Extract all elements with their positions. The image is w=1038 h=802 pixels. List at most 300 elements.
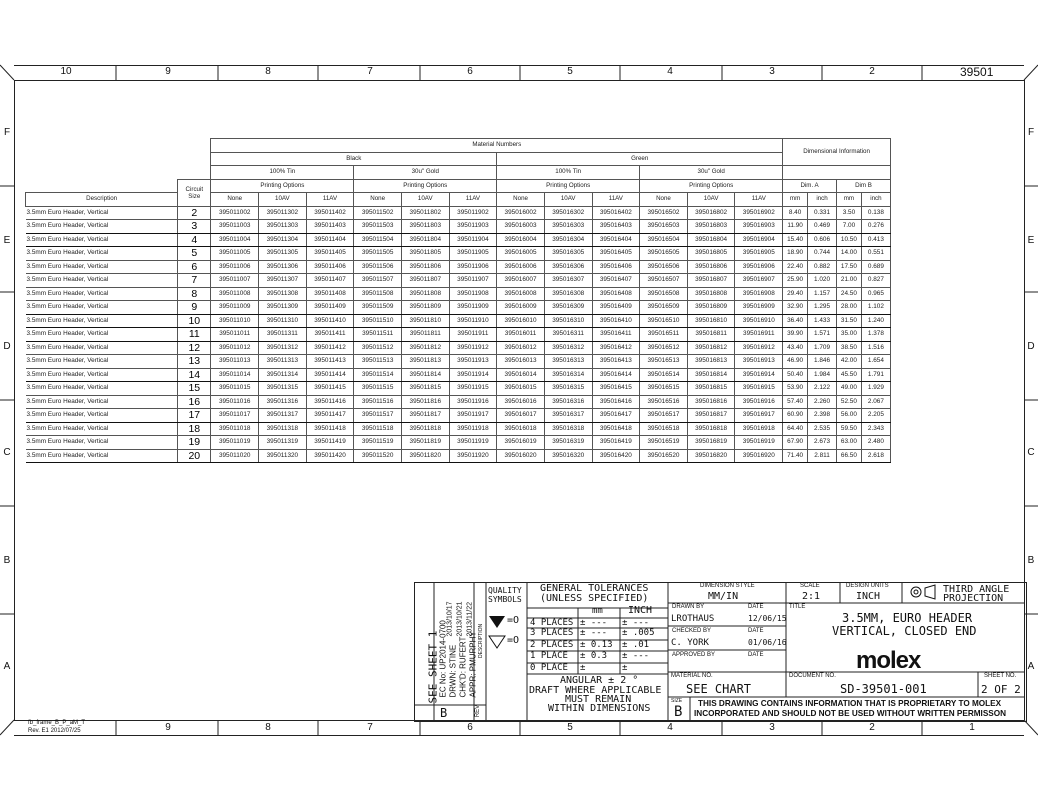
- material-number-cell: 395016310: [544, 314, 592, 328]
- row-description: 3.5mm Euro Header, Vertical: [26, 436, 178, 450]
- material-number-cell: 395016314: [544, 368, 592, 382]
- material-number-cell: 395016813: [687, 355, 735, 369]
- material-number-cell: 395011002: [211, 206, 259, 220]
- dim-b-mm-cell: 24.50: [837, 287, 862, 301]
- header-printing-options-3: Printing Options: [497, 179, 640, 193]
- subheader-none-3: None: [354, 193, 402, 207]
- zone-row-D-left: D: [3, 341, 11, 352]
- material-number-cell: 395011411: [306, 328, 354, 342]
- material-number-cell: 395016904: [735, 233, 783, 247]
- molex-logo: molex: [856, 647, 921, 674]
- document-label: DOCUMENT NO.: [789, 673, 836, 679]
- zone-row-A-left: A: [3, 661, 11, 672]
- zone-col-7-bottom: 7: [367, 722, 373, 733]
- size-value: B: [674, 704, 683, 720]
- zone-row-E-right: E: [1027, 235, 1035, 246]
- row-description: 3.5mm Euro Header, Vertical: [26, 233, 178, 247]
- material-number-cell: 395011503: [354, 220, 402, 234]
- dim-a-mm-cell: 43.40: [783, 341, 808, 355]
- dim-b-inch-cell: 1.654: [861, 355, 890, 369]
- row-circuit-size: 5: [178, 247, 211, 261]
- material-number-cell: 395016009: [497, 301, 545, 315]
- header-black: Black: [211, 152, 497, 166]
- material-number-cell: 395011920: [449, 449, 497, 463]
- header-description: Description: [26, 193, 178, 207]
- header-printing-options-2: Printing Options: [354, 179, 497, 193]
- material-number-cell: 395011906: [449, 260, 497, 274]
- dim-b-inch-cell: 1.240: [861, 314, 890, 328]
- material-number-cell: 395016002: [497, 206, 545, 220]
- material-number-cell: 395016917: [735, 409, 783, 423]
- material-number-cell: 395011508: [354, 287, 402, 301]
- dim-b-mm-cell: 31.50: [837, 314, 862, 328]
- quality-eq-2: =O: [507, 635, 520, 646]
- drawn-date-label: DATE: [748, 604, 764, 610]
- header-black-gold: 30u" Gold: [354, 166, 497, 180]
- material-number-cell: 395011407: [306, 274, 354, 288]
- material-number-cell: 395016911: [735, 328, 783, 342]
- material-number-cell: 395016412: [592, 341, 640, 355]
- rev-see-sheet: SEE SHEET 1: [426, 630, 440, 704]
- header-green: Green: [497, 152, 783, 166]
- material-number-cell: 395011911: [449, 328, 497, 342]
- design-units-value: INCH: [856, 591, 881, 602]
- material-number-cell: 395011408: [306, 287, 354, 301]
- row-description: 3.5mm Euro Header, Vertical: [26, 328, 178, 342]
- material-number-cell: 395011808: [401, 287, 449, 301]
- quality-triangle-outline: [489, 636, 505, 648]
- material-number-cell: 395016519: [640, 436, 688, 450]
- tolerance-mm-value: ± 0.13: [580, 640, 613, 650]
- dim-a-inch-cell: 1.709: [808, 341, 837, 355]
- dim-a-inch-cell: 1.295: [808, 301, 837, 315]
- zone-row-D-right: D: [1027, 341, 1035, 352]
- dim-a-inch-cell: 2.260: [808, 395, 837, 409]
- rev-drwn: DRWN: STINE: [448, 644, 458, 698]
- dim-a-inch-cell: 1.571: [808, 328, 837, 342]
- material-number-cell: 395011319: [259, 436, 307, 450]
- dim-b-mm-cell: 52.50: [837, 395, 862, 409]
- material-number-cell: 395016013: [497, 355, 545, 369]
- dim-a-mm-cell: 22.40: [783, 260, 808, 274]
- material-number-cell: 395016817: [687, 409, 735, 423]
- material-number-cell: 395016819: [687, 436, 735, 450]
- material-number-cell: 395011806: [401, 260, 449, 274]
- dim-b-mm-cell: 59.50: [837, 422, 862, 436]
- dim-a-mm-cell: 36.40: [783, 314, 808, 328]
- material-number-cell: 395011809: [401, 301, 449, 315]
- row-circuit-size: 4: [178, 233, 211, 247]
- dim-a-mm-cell: 46.90: [783, 355, 808, 369]
- material-number-cell: 395016815: [687, 382, 735, 396]
- row-circuit-size: 20: [178, 449, 211, 463]
- material-number-cell: 395016909: [735, 301, 783, 315]
- material-number-cell: 395016316: [544, 395, 592, 409]
- zone-col-9: 9: [165, 66, 171, 77]
- material-number-cell: 395016018: [497, 422, 545, 436]
- material-number-cell: 395011814: [401, 368, 449, 382]
- material-number-cell: 395016905: [735, 247, 783, 261]
- dim-a-mm-cell: 60.90: [783, 409, 808, 423]
- material-number-cell: 395016307: [544, 274, 592, 288]
- material-number-cell: 395016814: [687, 368, 735, 382]
- material-number-cell: 395011502: [354, 206, 402, 220]
- tolerance-places-label: 3 PLACES: [530, 628, 574, 638]
- subheader-none-9: None: [640, 193, 688, 207]
- tolerance-mm-value: ±: [580, 663, 586, 673]
- material-number-cell: 395016411: [592, 328, 640, 342]
- quality-symbols-label: [488, 586, 528, 604]
- checked-by-value: C. YORK: [671, 638, 709, 648]
- row-description: 3.5mm Euro Header, Vertical: [26, 368, 178, 382]
- material-number-cell: 395016403: [592, 220, 640, 234]
- material-number-cell: 395011403: [306, 220, 354, 234]
- material-number-cell: 395016509: [640, 301, 688, 315]
- quality-symbols-text: QUALITY SYMBOLS: [488, 586, 522, 604]
- dim-b-mm-cell: 14.00: [837, 247, 862, 261]
- material-number-cell: 395016517: [640, 409, 688, 423]
- material-number-cell: 395016014: [497, 368, 545, 382]
- drawn-date-value: 12/06/15: [748, 614, 787, 623]
- material-number-cell: 395016410: [592, 314, 640, 328]
- material-number-cell: 395011020: [211, 449, 259, 463]
- proprietary-line-1: THIS DRAWING CONTAINS INFORMATION THAT IS PROPRIETARY TO MOLEX: [698, 699, 1002, 708]
- document-value: SD-39501-001: [840, 682, 927, 696]
- material-number-cell: 395011518: [354, 422, 402, 436]
- material-number-cell: 395011914: [449, 368, 497, 382]
- subheader-11av-11: 11AV: [735, 193, 783, 207]
- material-number-cell: 395016807: [687, 274, 735, 288]
- dim-a-mm-cell: 29.40: [783, 287, 808, 301]
- material-number-cell: 395016916: [735, 395, 783, 409]
- subheader-11av-2: 11AV: [306, 193, 354, 207]
- material-number-cell: 395016317: [544, 409, 592, 423]
- zone-col-3: 3: [769, 66, 775, 77]
- dim-b-mm-cell: 21.00: [837, 274, 862, 288]
- rev-description-label: DESCRIPTION: [478, 623, 484, 658]
- material-number-cell: 395011313: [259, 355, 307, 369]
- quality-eq-1: =O: [507, 615, 520, 626]
- dim-a-inch-cell: 1.984: [808, 368, 837, 382]
- material-number-cell: 395011420: [306, 449, 354, 463]
- zone-row-C-left: C: [3, 447, 11, 458]
- material-number-cell: 395011318: [259, 422, 307, 436]
- material-number-cell: 395011316: [259, 395, 307, 409]
- material-number-cell: 395011916: [449, 395, 497, 409]
- material-number-cell: 395011919: [449, 436, 497, 450]
- zone-col-3-bottom: 3: [769, 722, 775, 733]
- material-number-cell: 395016306: [544, 260, 592, 274]
- material-number-cell: 395016809: [687, 301, 735, 315]
- row-description: 3.5mm Euro Header, Vertical: [26, 409, 178, 423]
- material-number-cell: 395016806: [687, 260, 735, 274]
- dim-a-mm-cell: 25.90: [783, 274, 808, 288]
- material-number-cell: 395011416: [306, 395, 354, 409]
- subheader-none-6: None: [497, 193, 545, 207]
- material-number-cell: 395016416: [592, 395, 640, 409]
- rev-appr: APPR: PMURPHY: [468, 631, 478, 698]
- subheader-inch-15: inch: [861, 193, 890, 207]
- dim-b-mm-cell: 10.50: [837, 233, 862, 247]
- material-number-cell: 395016906: [735, 260, 783, 274]
- material-number-cell: 395011003: [211, 220, 259, 234]
- material-number-cell: 395016418: [592, 422, 640, 436]
- dim-b-mm-cell: 38.50: [837, 341, 862, 355]
- sheet-value: 2 OF 2: [981, 683, 1021, 696]
- material-number-cell: 395011303: [259, 220, 307, 234]
- dim-b-mm-cell: 49.00: [837, 382, 862, 396]
- checked-date-label: DATE: [748, 628, 764, 634]
- header-printing-options-1: Printing Options: [211, 179, 354, 193]
- material-number-cell: 395011019: [211, 436, 259, 450]
- rev-letter: B: [440, 706, 448, 720]
- material-number-cell: 395011009: [211, 301, 259, 315]
- material-number-cell: 395011818: [401, 422, 449, 436]
- material-number-cell: 395011811: [401, 328, 449, 342]
- header-green-tin: 100% Tin: [497, 166, 640, 180]
- material-number-cell: 395016511: [640, 328, 688, 342]
- rev-date3: 2013/11/22: [466, 601, 474, 637]
- dim-b-mm-cell: 56.00: [837, 409, 862, 423]
- zone-col-10: 10: [60, 66, 72, 77]
- draft-line-2: MUST REMAIN: [565, 694, 632, 705]
- material-number-cell: 395011406: [306, 260, 354, 274]
- material-number-cell: 395016320: [544, 449, 592, 463]
- subheader-none-0: None: [211, 193, 259, 207]
- checked-by-label: CHECKED BY: [672, 628, 712, 634]
- material-number-cell: 395016915: [735, 382, 783, 396]
- zone-row-E-left: E: [3, 235, 11, 246]
- material-number-cell: 395016419: [592, 436, 640, 450]
- material-number-cell: 395016902: [735, 206, 783, 220]
- material-number-cell: 395011807: [401, 274, 449, 288]
- material-number-cell: 395016312: [544, 341, 592, 355]
- zone-row-A-right: A: [1027, 661, 1035, 672]
- dim-b-inch-cell: 1.102: [861, 301, 890, 315]
- projection-circle-outer: [911, 587, 921, 597]
- material-number-cell: 395011311: [259, 328, 307, 342]
- row-description: 3.5mm Euro Header, Vertical: [26, 314, 178, 328]
- dim-a-mm-cell: 71.40: [783, 449, 808, 463]
- material-number-cell: 395011414: [306, 368, 354, 382]
- material-number-cell: 395016903: [735, 220, 783, 234]
- dim-b-inch-cell: 0.138: [861, 206, 890, 220]
- title-line-2: VERTICAL, CLOSED END: [832, 624, 977, 638]
- material-number-cell: 395011011: [211, 328, 259, 342]
- material-number-cell: 395016420: [592, 449, 640, 463]
- material-number-cell: 395016414: [592, 368, 640, 382]
- material-number-cell: 395011310: [259, 314, 307, 328]
- material-number-cell: 395011315: [259, 382, 307, 396]
- footer-form-rev: Rev. E1 2012/07/25: [28, 728, 81, 734]
- material-number-cell: 395016804: [687, 233, 735, 247]
- dim-a-inch-cell: 1.157: [808, 287, 837, 301]
- dim-a-inch-cell: 1.020: [808, 274, 837, 288]
- material-number-cell: 395016011: [497, 328, 545, 342]
- material-number-cell: 395011819: [401, 436, 449, 450]
- material-number-cell: 395011418: [306, 422, 354, 436]
- material-number-cell: 395016913: [735, 355, 783, 369]
- dim-b-inch-cell: 0.413: [861, 233, 890, 247]
- material-number-cell: 395011302: [259, 206, 307, 220]
- tol-mm-header: mm: [592, 606, 603, 616]
- material-number-cell: 395011520: [354, 449, 402, 463]
- material-number-cell: 395011008: [211, 287, 259, 301]
- dim-a-mm-cell: 18.90: [783, 247, 808, 261]
- material-number-cell: 395016407: [592, 274, 640, 288]
- approved-date-label: DATE: [748, 652, 764, 658]
- dim-b-mm-cell: 42.00: [837, 355, 862, 369]
- material-number-cell: 395011506: [354, 260, 402, 274]
- row-circuit-size: 19: [178, 436, 211, 450]
- material-number-cell: 395011510: [354, 314, 402, 328]
- dim-b-inch-cell: 2.480: [861, 436, 890, 450]
- projection-line-1: THIRD ANGLE: [943, 584, 1010, 595]
- material-number-cell: 395016818: [687, 422, 735, 436]
- row-description: 3.5mm Euro Header, Vertical: [26, 395, 178, 409]
- material-number-cell: 395011320: [259, 449, 307, 463]
- tolerance-places-label: 2 PLACES: [530, 640, 574, 650]
- material-number-cell: 395016004: [497, 233, 545, 247]
- quality-triangle-filled: [489, 616, 505, 628]
- subheader-10av-10: 10AV: [687, 193, 735, 207]
- row-description: 3.5mm Euro Header, Vertical: [26, 220, 178, 234]
- dim-b-mm-cell: 17.50: [837, 260, 862, 274]
- dim-a-mm-cell: 32.90: [783, 301, 808, 315]
- material-number-cell: 395016313: [544, 355, 592, 369]
- sheet-number-topright: 39501: [960, 65, 994, 79]
- row-circuit-size: 2: [178, 206, 211, 220]
- material-number-cell: 395016303: [544, 220, 592, 234]
- tol-inch-header: INCH: [628, 605, 653, 616]
- material-number-cell: 395011517: [354, 409, 402, 423]
- material-number-cell: 395016311: [544, 328, 592, 342]
- material-number-cell: 395016508: [640, 287, 688, 301]
- material-number-cell: 395011404: [306, 233, 354, 247]
- dim-b-mm-cell: 7.00: [837, 220, 862, 234]
- material-number-cell: 395011306: [259, 260, 307, 274]
- material-number-cell: 395011308: [259, 287, 307, 301]
- zone-col-6-bottom: 6: [467, 722, 473, 733]
- subheader-10av-4: 10AV: [401, 193, 449, 207]
- dim-a-inch-cell: 0.469: [808, 220, 837, 234]
- dim-a-inch-cell: 1.846: [808, 355, 837, 369]
- dim-b-inch-cell: 0.689: [861, 260, 890, 274]
- material-number-cell: 395011905: [449, 247, 497, 261]
- dim-b-inch-cell: 2.205: [861, 409, 890, 423]
- proprietary-line-2: INCORPORATED AND SHOULD NOT BE USED WITHOUT WRITTEN PERMISSON: [694, 709, 1007, 718]
- tolerance-mm-value: ± 0.3: [580, 651, 608, 661]
- zone-col-8-bottom: 8: [265, 722, 271, 733]
- header-material-numbers: Material Numbers: [211, 139, 783, 153]
- material-number-cell: 395011514: [354, 368, 402, 382]
- subheader-11av-8: 11AV: [592, 193, 640, 207]
- row-circuit-size: 8: [178, 287, 211, 301]
- dim-b-inch-cell: 2.343: [861, 422, 890, 436]
- projection-circle-inner: [914, 590, 918, 594]
- material-number-cell: 395011903: [449, 220, 497, 234]
- material-number-cell: 395011515: [354, 382, 402, 396]
- material-number-cell: 395011803: [401, 220, 449, 234]
- material-number-cell: 395011015: [211, 382, 259, 396]
- row-description: 3.5mm Euro Header, Vertical: [26, 341, 178, 355]
- design-units-label: DESIGN UNITS: [846, 583, 889, 589]
- zone-row-F-right: F: [1027, 127, 1035, 138]
- subheader-inch-13: inch: [808, 193, 837, 207]
- dim-a-inch-cell: 0.331: [808, 206, 837, 220]
- material-number-cell: 395016919: [735, 436, 783, 450]
- zone-col-2-bottom: 2: [869, 722, 875, 733]
- material-number-cell: 395011010: [211, 314, 259, 328]
- dim-a-mm-cell: 39.90: [783, 328, 808, 342]
- dim-b-mm-cell: 66.50: [837, 449, 862, 463]
- row-circuit-size: 17: [178, 409, 211, 423]
- row-circuit-size: 10: [178, 314, 211, 328]
- dim-a-mm-cell: 50.40: [783, 368, 808, 382]
- scale-value: 2:1: [802, 591, 821, 602]
- material-number-cell: 395011013: [211, 355, 259, 369]
- row-circuit-size: 12: [178, 341, 211, 355]
- rev-date1: 2013/10/17: [446, 601, 454, 637]
- material-number-cell: 395016908: [735, 287, 783, 301]
- material-number-cell: 395011904: [449, 233, 497, 247]
- row-description: 3.5mm Euro Header, Vertical: [26, 206, 178, 220]
- dim-a-inch-cell: 2.811: [808, 449, 837, 463]
- material-number-cell: 395016912: [735, 341, 783, 355]
- material-number-cell: 395016516: [640, 395, 688, 409]
- material-number-cell: 395011519: [354, 436, 402, 450]
- material-number-cell: 395011812: [401, 341, 449, 355]
- dim-b-inch-cell: 0.276: [861, 220, 890, 234]
- zone-col-8: 8: [265, 66, 271, 77]
- tolerance-mm-value: ± ---: [580, 628, 608, 638]
- material-number-cell: 395011820: [401, 449, 449, 463]
- material-number-cell: 395016514: [640, 368, 688, 382]
- material-number-cell: 395016008: [497, 287, 545, 301]
- row-circuit-size: 18: [178, 422, 211, 436]
- row-circuit-size: 16: [178, 395, 211, 409]
- material-number-cell: 395011907: [449, 274, 497, 288]
- material-label: MATERIAL NO.: [671, 673, 713, 679]
- material-number-cell: 395011917: [449, 409, 497, 423]
- material-number-cell: 395016513: [640, 355, 688, 369]
- row-description: 3.5mm Euro Header, Vertical: [26, 274, 178, 288]
- material-number-cell: 395016510: [640, 314, 688, 328]
- material-number-cell: 395011314: [259, 368, 307, 382]
- material-value: SEE CHART: [686, 682, 752, 696]
- material-number-cell: 395011817: [401, 409, 449, 423]
- material-number-cell: 395016304: [544, 233, 592, 247]
- material-number-cell: 395016505: [640, 247, 688, 261]
- dim-b-mm-cell: 45.50: [837, 368, 862, 382]
- dim-b-inch-cell: 1.929: [861, 382, 890, 396]
- header-black-tin: 100% Tin: [211, 166, 354, 180]
- sheet-label: SHEET NO.: [984, 673, 1017, 679]
- dim-style-label: DIMENSION STYLE: [700, 583, 755, 589]
- rev-date2: 2013/10/21: [456, 601, 464, 637]
- tolerance-places-label: 4 PLACES: [530, 618, 574, 628]
- material-number-cell: 395016914: [735, 368, 783, 382]
- subheader-mm-12: mm: [783, 193, 808, 207]
- material-number-cell: 395011507: [354, 274, 402, 288]
- draft-line-3: WITHIN DIMENSIONS: [548, 703, 651, 714]
- material-number-cell: 395016502: [640, 206, 688, 220]
- material-number-cell: 395016408: [592, 287, 640, 301]
- material-number-cell: 395011810: [401, 314, 449, 328]
- material-number-cell: 395011017: [211, 409, 259, 423]
- header-dim-a: Dim. A: [783, 179, 837, 193]
- material-number-cell: 395016302: [544, 206, 592, 220]
